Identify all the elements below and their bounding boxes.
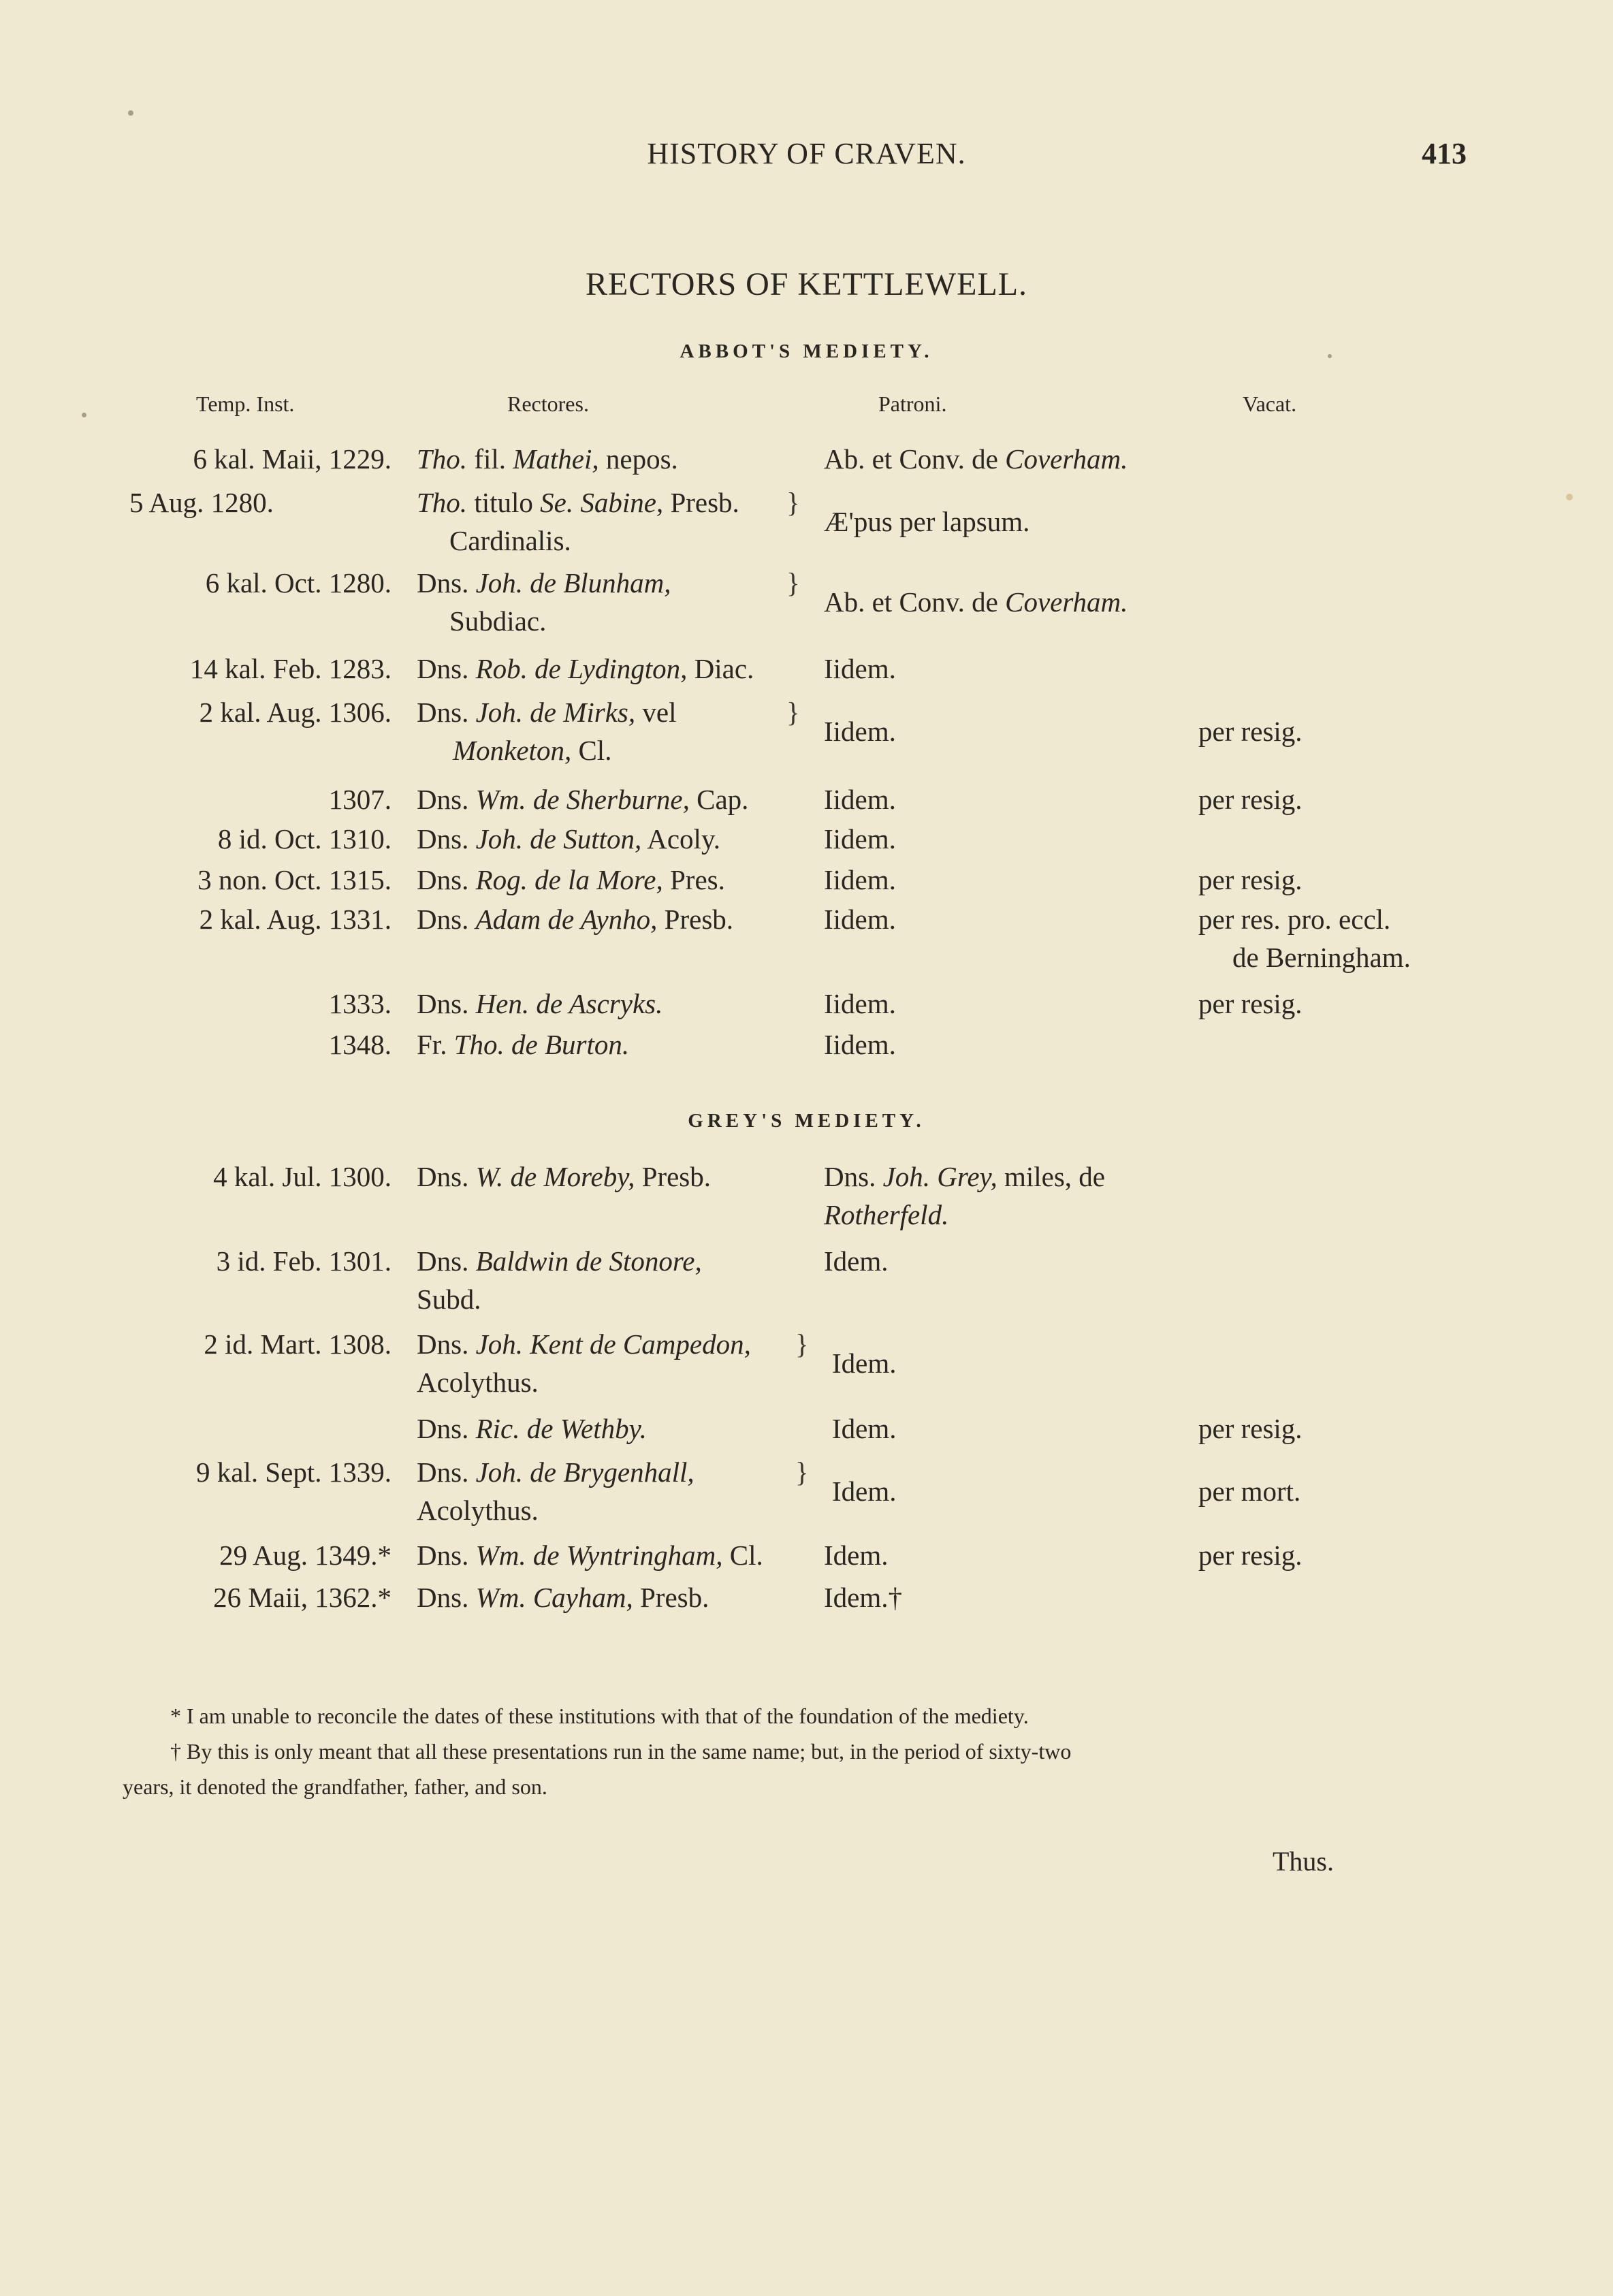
- brace-icon: }: [795, 1456, 809, 1488]
- date-cell: 2 id. Mart. 1308.: [204, 1328, 392, 1360]
- page-title: RECTORS OF KETTLEWELL.: [585, 266, 1028, 302]
- rector-cell: Dns. Joh. de Brygenhall,: [417, 1456, 694, 1488]
- vacat-cell: per resig.: [1198, 864, 1303, 895]
- patron-cell: Iidem.: [824, 823, 896, 855]
- rector-cell-continuation: Cardinalis.: [449, 525, 571, 556]
- date-cell: 3 non. Oct. 1315.: [197, 864, 392, 895]
- footnote-dagger: † By this is only meant that all these presentations run in the same name; but, in the period of sixty-two: [170, 1739, 1072, 1764]
- rector-cell: Dns. Hen. de Ascryks.: [417, 988, 663, 1019]
- paper-speck: [1328, 354, 1332, 358]
- column-header-vacat: Vacat.: [1243, 392, 1297, 416]
- patron-cell: Dns. Joh. Grey, miles, de: [824, 1161, 1105, 1192]
- vacat-cell: per mort.: [1198, 1476, 1301, 1507]
- paper-speck: [1566, 494, 1573, 500]
- patron-cell: Iidem.: [824, 784, 896, 815]
- rector-cell: Dns. Joh. de Sutton, Acoly.: [417, 823, 721, 855]
- rector-cell: Dns. Adam de Aynho, Presb.: [417, 904, 734, 935]
- footnote-dagger-continuation: years, it denoted the grandfather, father, and son.: [123, 1774, 547, 1799]
- page-number: 413: [1422, 137, 1467, 170]
- paper-speck: [82, 413, 86, 417]
- rector-cell: Dns. Wm. de Wyntringham, Cl.: [417, 1540, 763, 1571]
- date-cell: 8 id. Oct. 1310.: [217, 823, 392, 855]
- rector-cell: Dns. Wm. Cayham, Presb.: [417, 1582, 709, 1613]
- rector-cell: Dns. Rog. de la More, Pres.: [417, 864, 725, 895]
- vacat-cell: per resig.: [1198, 988, 1303, 1019]
- catchword: Thus.: [1273, 1846, 1334, 1877]
- abbot-mediety-title: ABBOT'S MEDIETY.: [680, 340, 933, 362]
- patron-cell: Iidem.: [824, 904, 896, 935]
- rector-cell-continuation: Acolythus.: [417, 1495, 539, 1526]
- brace-icon: }: [795, 1328, 809, 1360]
- date-cell: 4 kal. Jul. 1300.: [213, 1161, 392, 1192]
- grey-mediety-title: GREY'S MEDIETY.: [688, 1110, 925, 1132]
- rector-cell: Tho. titulo Se. Sabine, Presb.: [417, 487, 739, 518]
- footnote-asterisk: * I am unable to reconcile the dates of these institutions with that of the foundation of the mediety.: [170, 1704, 1029, 1728]
- column-header-temp-inst: Temp. Inst.: [196, 392, 295, 416]
- paper-speck: [128, 110, 133, 116]
- patron-cell: Iidem.: [824, 988, 896, 1019]
- patron-cell: Iidem.: [824, 1029, 896, 1060]
- vacat-cell: per resig.: [1198, 1540, 1303, 1571]
- running-head: HISTORY OF CRAVEN.: [647, 137, 966, 170]
- brace-icon: }: [786, 697, 800, 728]
- brace-icon: }: [786, 487, 800, 518]
- patron-cell: Iidem.: [824, 653, 896, 684]
- date-cell: 3 id. Feb. 1301.: [216, 1245, 392, 1277]
- date-cell: 2 kal. Aug. 1306.: [199, 697, 392, 728]
- rector-cell: Fr. Tho. de Burton.: [417, 1029, 630, 1060]
- patron-cell: Ab. et Conv. de Coverham.: [824, 443, 1128, 475]
- rector-cell-continuation: Subdiac.: [449, 605, 547, 637]
- patron-cell: Idem.: [832, 1476, 897, 1507]
- date-cell: 6 kal. Oct. 1280.: [205, 567, 392, 599]
- rector-cell: Tho. fil. Mathei, nepos.: [417, 443, 678, 475]
- brace-icon: }: [786, 567, 800, 599]
- rector-cell: Dns. W. de Moreby, Presb.: [417, 1161, 711, 1192]
- rector-cell: Dns. Baldwin de Stonore,: [417, 1245, 702, 1277]
- patron-cell: Idem.: [832, 1413, 897, 1444]
- vacat-cell: per resig.: [1198, 1413, 1303, 1444]
- patron-cell: Æ'pus per lapsum.: [824, 506, 1030, 537]
- date-cell: 1333.: [328, 988, 392, 1019]
- patron-cell: Iidem.: [824, 864, 896, 895]
- date-cell: 29 Aug. 1349.*: [219, 1540, 392, 1571]
- date-cell: 1307.: [328, 784, 392, 815]
- rector-cell-continuation: Subd.: [417, 1283, 481, 1315]
- rector-cell-continuation: Monketon, Cl.: [453, 735, 612, 766]
- patron-cell: Idem.: [824, 1540, 889, 1571]
- patron-cell-continuation: Rotherfeld.: [824, 1199, 949, 1230]
- vacat-cell-continuation: de Berningham.: [1232, 942, 1411, 973]
- vacat-cell: per res. pro. eccl.: [1198, 904, 1391, 935]
- patron-cell: Idem.: [832, 1348, 897, 1379]
- vacat-cell: per resig.: [1198, 716, 1303, 747]
- vacat-cell: per resig.: [1198, 784, 1303, 815]
- rector-cell: Dns. Wm. de Sherburne, Cap.: [417, 784, 749, 815]
- date-cell: 6 kal. Maii, 1229.: [193, 443, 392, 475]
- patron-cell: Idem.†: [824, 1582, 902, 1613]
- column-header-patroni: Patroni.: [878, 392, 947, 416]
- rector-cell: Dns. Joh. Kent de Campedon,: [417, 1328, 751, 1360]
- date-cell: 14 kal. Feb. 1283.: [189, 653, 392, 684]
- patron-cell: Ab. et Conv. de Coverham.: [824, 586, 1128, 618]
- rector-cell-continuation: Acolythus.: [417, 1367, 539, 1398]
- date-cell: 2 kal. Aug. 1331.: [199, 904, 392, 935]
- rector-cell: Dns. Joh. de Blunham,: [417, 567, 671, 599]
- patron-cell: Idem.: [824, 1245, 889, 1277]
- date-cell: 9 kal. Sept. 1339.: [196, 1456, 392, 1488]
- patron-cell: Iidem.: [824, 716, 896, 747]
- rector-cell: Dns. Ric. de Wethby.: [417, 1413, 647, 1444]
- date-cell: 26 Maii, 1362.*: [213, 1582, 392, 1613]
- rector-cell: Dns. Joh. de Mirks, vel: [417, 697, 677, 728]
- date-cell: 5 Aug. 1280.: [129, 487, 274, 518]
- column-header-rectores: Rectores.: [507, 392, 589, 416]
- rector-cell: Dns. Rob. de Lydington, Diac.: [417, 653, 754, 684]
- date-cell: 1348.: [328, 1029, 392, 1060]
